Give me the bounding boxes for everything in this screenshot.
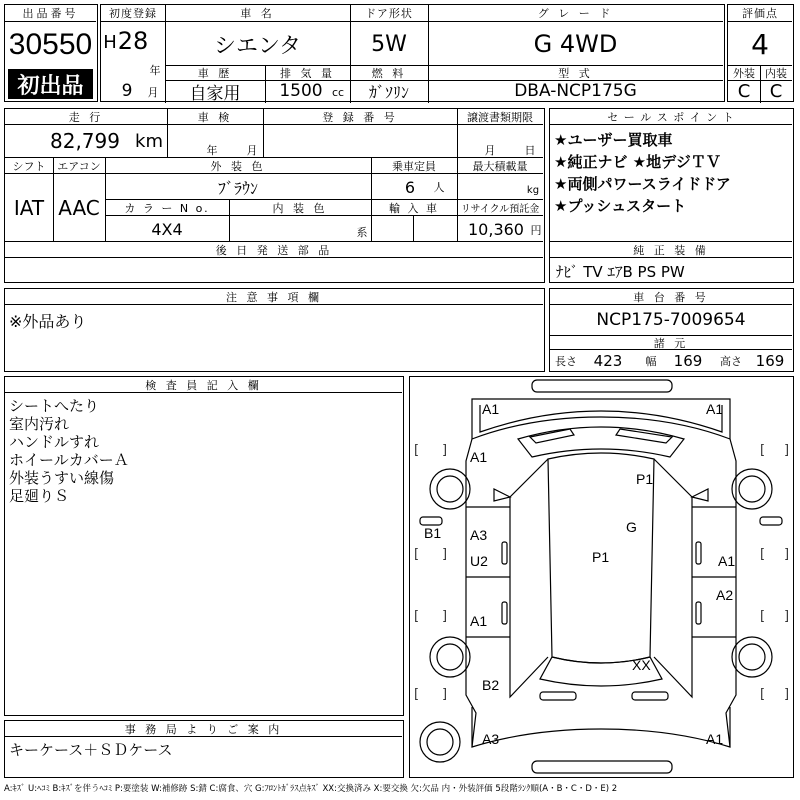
- damage-mark: P1: [636, 471, 654, 487]
- insp-month-unit: 月: [246, 144, 258, 157]
- inspector-line: ホイールカバーＡ: [9, 451, 129, 469]
- ac: AAC: [58, 196, 100, 220]
- sales-box: [549, 108, 794, 283]
- notes: ※外品あり: [9, 312, 87, 331]
- body-color: ﾌﾞﾗｳﾝ: [217, 178, 258, 198]
- inspector-line: シートへたり: [9, 397, 100, 415]
- grade-label: グ レ ー ド: [428, 5, 723, 22]
- intcolor-label: 内 装 色: [229, 200, 371, 216]
- seats-unit: 人: [433, 181, 445, 194]
- recycle-unit: 円: [530, 224, 542, 237]
- damage-mark: U2: [470, 553, 488, 569]
- later-parts-label: 後 日 発 送 部 品: [5, 242, 543, 258]
- inspector-line: 足廻りＳ: [9, 487, 70, 505]
- color-label: 外 装 色: [105, 158, 371, 174]
- damage-mark: A3: [482, 731, 500, 747]
- ac-label: エアコン: [53, 158, 105, 174]
- inspection-label: 車 検: [167, 109, 263, 125]
- door-label: ドア形状: [350, 5, 428, 22]
- notes-box: [4, 288, 545, 372]
- damage-mark: A1: [718, 553, 736, 569]
- import-label: 輸 入 車: [371, 200, 457, 216]
- notes-label: 注 意 事 項 欄: [5, 289, 543, 305]
- height-label: 高さ: [720, 355, 742, 368]
- details-box: [4, 108, 545, 283]
- chassis-box: [549, 288, 794, 372]
- score-box: [727, 4, 794, 102]
- damage-mark: XX: [632, 657, 651, 673]
- inspector-box: [4, 376, 404, 716]
- reg-label: 初度登録: [101, 5, 165, 22]
- damage-mark: B1: [424, 525, 442, 541]
- damage-map: [409, 376, 794, 778]
- bracket-mark: ]: [784, 547, 790, 562]
- insp-year-unit: 年: [206, 144, 218, 157]
- bracket-mark: ]: [442, 687, 448, 702]
- chassis-number: NCP175-7009654: [596, 310, 746, 330]
- grade: G 4WD: [533, 30, 618, 58]
- reg-year: 28: [117, 27, 149, 55]
- damage-mark: A3: [470, 527, 488, 543]
- int-score: C: [769, 80, 783, 102]
- header-main: [100, 4, 725, 102]
- bracket-mark: [: [760, 609, 766, 624]
- sales-point: ★プッシュスタート: [554, 197, 687, 215]
- disp-label: 排 気 量: [265, 66, 350, 81]
- equip-label: 純 正 装 備: [550, 242, 792, 258]
- transfer-label: 譲渡書類期限: [457, 109, 543, 125]
- fuel-label: 燃 料: [350, 66, 428, 81]
- sales-point: ★ユーザー買取車: [554, 131, 673, 149]
- damage-mark: A2: [716, 587, 734, 603]
- sales-point: ★純正ナビ ★地デジＴＶ: [554, 153, 721, 171]
- bracket-mark: [: [760, 687, 766, 702]
- displacement: 1500: [279, 81, 323, 101]
- bracket-mark: [: [414, 443, 420, 458]
- damage-mark: B2: [482, 677, 500, 693]
- height: 169: [755, 352, 785, 370]
- recycle-fee: 10,360: [468, 219, 524, 239]
- lot-number: 30550: [8, 28, 93, 61]
- damage-mark: A1: [470, 449, 488, 465]
- score-label: 評価点: [728, 5, 792, 22]
- bracket-mark: ]: [442, 609, 448, 624]
- damage-mark: A1: [706, 731, 724, 747]
- shift: IAT: [13, 196, 45, 220]
- load-unit: kg: [526, 184, 540, 196]
- bracket-mark: [: [414, 687, 420, 702]
- bracket-mark: ]: [442, 443, 448, 458]
- history: 自家用: [189, 83, 241, 104]
- year-unit: 年: [149, 64, 161, 77]
- plate-label: 登 録 番 号: [263, 109, 457, 125]
- model-code: DBA-NCP175G: [514, 81, 637, 101]
- sales-point: ★両側パワースライドドア: [554, 175, 731, 193]
- model-label: 型 式: [428, 66, 723, 81]
- office-label: 事 務 局 よ り ご 案 内: [5, 721, 402, 737]
- lot-box: [4, 4, 98, 102]
- int-label: 内装: [760, 66, 792, 81]
- lot-label: 出品番号: [5, 5, 96, 22]
- seats-label: 乗車定員: [371, 158, 457, 174]
- colorno-label: カ ラ ー N o.: [105, 200, 229, 216]
- damage-mark: A1: [482, 401, 500, 417]
- first-listing-badge: 初出品: [8, 69, 93, 99]
- bracket-mark: [: [760, 443, 766, 458]
- ext-label: 外装: [728, 66, 760, 81]
- disp-unit: cc: [331, 85, 345, 99]
- car-name: シエンタ: [213, 33, 302, 59]
- inspector-line: 室内汚れ: [9, 415, 70, 433]
- bracket-mark: ]: [784, 443, 790, 458]
- bracket-mark: ]: [784, 609, 790, 624]
- sales-label: セ ー ル ス ポ イ ン ト: [550, 109, 792, 125]
- bracket-mark: [: [414, 547, 420, 562]
- color-number: 4X4: [151, 219, 183, 239]
- width: 169: [673, 352, 703, 370]
- office-box: [4, 720, 404, 778]
- damage-mark: P1: [592, 549, 610, 565]
- equipment: ﾅﾋﾞ TV ｴｱB PS PW: [556, 263, 685, 281]
- inspector-line: 外装うすい線傷: [9, 469, 115, 487]
- bracket-mark: [: [760, 547, 766, 562]
- mileage-label: 走 行: [5, 109, 167, 125]
- bracket-mark: [: [414, 609, 420, 624]
- damage-mark: A1: [470, 613, 488, 629]
- transfer-month-unit: 月: [484, 144, 496, 157]
- length-label: 長さ: [555, 355, 577, 368]
- mileage-unit: km: [135, 130, 163, 152]
- door-type: 5W: [371, 31, 407, 57]
- ext-score: C: [737, 80, 751, 102]
- shift-label: シフト: [5, 158, 53, 174]
- bracket-mark: ]: [442, 547, 448, 562]
- month-unit: 月: [147, 86, 159, 99]
- damage-mark: A1: [706, 401, 724, 417]
- era: H: [103, 31, 117, 53]
- transfer-day-unit: 日: [524, 144, 536, 157]
- damage-mark: G: [626, 519, 637, 535]
- score: 4: [751, 27, 769, 61]
- seats: 6: [404, 177, 416, 197]
- recycle-label: リサイクル預託金: [457, 200, 543, 216]
- car-outline: [410, 377, 792, 776]
- load-label: 最大積載量: [457, 158, 543, 174]
- bracket-mark: ]: [784, 687, 790, 702]
- mileage: 82,799: [50, 129, 120, 153]
- intcolor-unit: 系: [356, 226, 368, 239]
- inspector-label: 検 査 員 記 入 欄: [5, 377, 402, 393]
- chassis-label: 車 台 番 号: [550, 289, 792, 305]
- name-label: 車 名: [165, 5, 350, 22]
- legend: A:ｷｽﾞ U:ﾍｺﾐ B:ｷｽﾞを伴うﾍｺﾐ P:要塗装 W:補修跡 S:錆 C:腐食、穴 G:ﾌﾛﾝﾄｶﾞﾗｽ点ｷｽﾞ XX:交換済み X:要交換 欠:欠品 内・外装評価 5段階ﾗﾝｸ順(A・B・C・D・E) 2: [4, 784, 618, 794]
- fuel: ｶﾞｿﾘﾝ: [368, 82, 409, 102]
- office-note: キーケース＋ＳＤケース: [9, 741, 173, 759]
- dims-label: 諸 元: [550, 336, 792, 350]
- width-label: 幅: [645, 355, 657, 368]
- inspector-line: ハンドルすれ: [9, 433, 100, 451]
- history-label: 車 歴: [165, 66, 265, 81]
- reg-month: 9: [121, 81, 133, 101]
- length: 423: [593, 352, 623, 370]
